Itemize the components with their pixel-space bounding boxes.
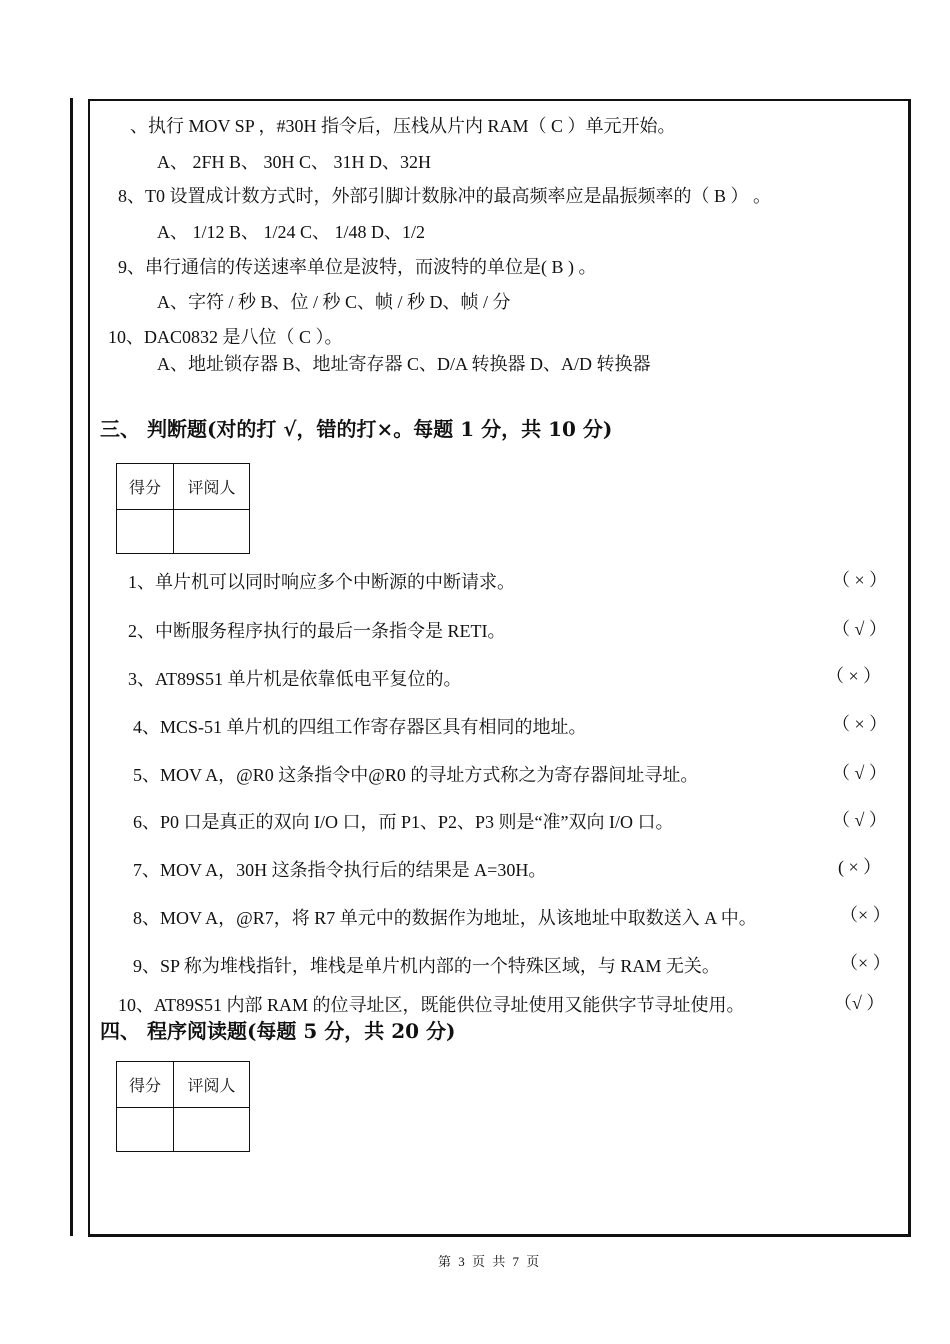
section-4-score-table (116, 1061, 250, 1152)
judge-mark-3: （ × ） (826, 666, 882, 686)
question-7-options: A、 2FH B、 30H C、 31H D、32H (157, 152, 432, 172)
question-7: 、执行 MOV SP ，#30H 指令后，压栈从片内 RAM（ C ）单元开始。 (130, 116, 676, 136)
reviewer-cell[interactable] (174, 1108, 250, 1152)
question-10-options: A、地址锁存器 B、地址寄存器 C、D/A 转换器 D、A/D 转换器 (157, 354, 651, 374)
judge-item-3: 3、AT89S51 单片机是依靠低电平复位的。 (128, 669, 462, 689)
judge-item-5: 5、MOV A，@R0 这条指令中@R0 的寻址方式称之为寄存器间址寻址。 (133, 765, 699, 785)
question-10: 10、DAC0832 是八位（ C ）。 (108, 327, 343, 347)
judge-item-7: 7、MOV A，30H 这条指令执行后的结果是 A=30H。 (133, 860, 547, 880)
judge-item-6: 6、P0 口是真正的双向 I/O 口，而 P1、P2、P3 则是“准”双向 I/O 口。 (133, 812, 674, 832)
judge-mark-6: （ √ ） (832, 810, 887, 830)
reviewer-cell[interactable] (174, 510, 250, 554)
judge-mark-2: （ √ ） (832, 619, 887, 639)
judge-mark-7: ( × ） (838, 857, 882, 877)
judge-mark-8: （× ） (840, 905, 891, 925)
score-label: 得分 (117, 464, 174, 510)
judge-mark-9: （× ） (840, 953, 891, 973)
binding-line (70, 98, 73, 1236)
judge-item-2: 2、中断服务程序执行的最后一条指令是 RETI。 (128, 621, 506, 641)
score-cell[interactable] (117, 1108, 174, 1152)
question-8: 8、T0 设置成计数方式时，外部引脚计数脉冲的最高频率应是晶振频率的（ B ） 。 (118, 186, 771, 206)
question-9-options: A、字符 / 秒 B、位 / 秒 C、帧 / 秒 D、帧 / 分 (157, 292, 511, 312)
judge-item-1: 1、单片机可以同时响应多个中断源的中断请求。 (128, 572, 515, 592)
judge-item-10: 10、AT89S51 内部 RAM 的位寻址区，既能供位寻址使用又能供字节寻址使用。 (118, 995, 745, 1015)
judge-item-4: 4、MCS-51 单片机的四组工作寄存器区具有相同的地址。 (133, 717, 587, 737)
section-3-title: 三、 判断题(对的打 √，错的打×。每题 1 分，共 10 分) (100, 417, 613, 441)
judge-mark-4: （ × ） (832, 714, 888, 734)
score-cell[interactable] (117, 510, 174, 554)
question-8-options: A、 1/12 B、 1/24 C、 1/48 D、1/2 (157, 222, 426, 242)
judge-mark-1: （ × ） (832, 570, 888, 590)
section-3-score-table (116, 463, 250, 554)
score-label: 得分 (117, 1062, 174, 1108)
reviewer-label: 评阅人 (174, 464, 250, 510)
judge-item-9: 9、SP 称为堆栈指针，堆栈是单片机内部的一个特殊区域，与 RAM 无关。 (133, 956, 720, 976)
judge-item-8: 8、MOV A，@R7，将 R7 单元中的数据作为地址，从该地址中取数送入 A 中。 (133, 908, 757, 928)
judge-mark-10: （√ ） (834, 993, 885, 1013)
question-9: 9、串行通信的传送速率单位是波特，而波特的单位是( B ) 。 (118, 257, 597, 277)
reviewer-label: 评阅人 (174, 1062, 250, 1108)
judge-mark-5: （ √ ） (832, 763, 887, 783)
page-footer: 第 3 页 共 7 页 (438, 1254, 542, 1269)
section-4-title: 四、 程序阅读题(每题 5 分，共 20 分) (100, 1019, 456, 1043)
